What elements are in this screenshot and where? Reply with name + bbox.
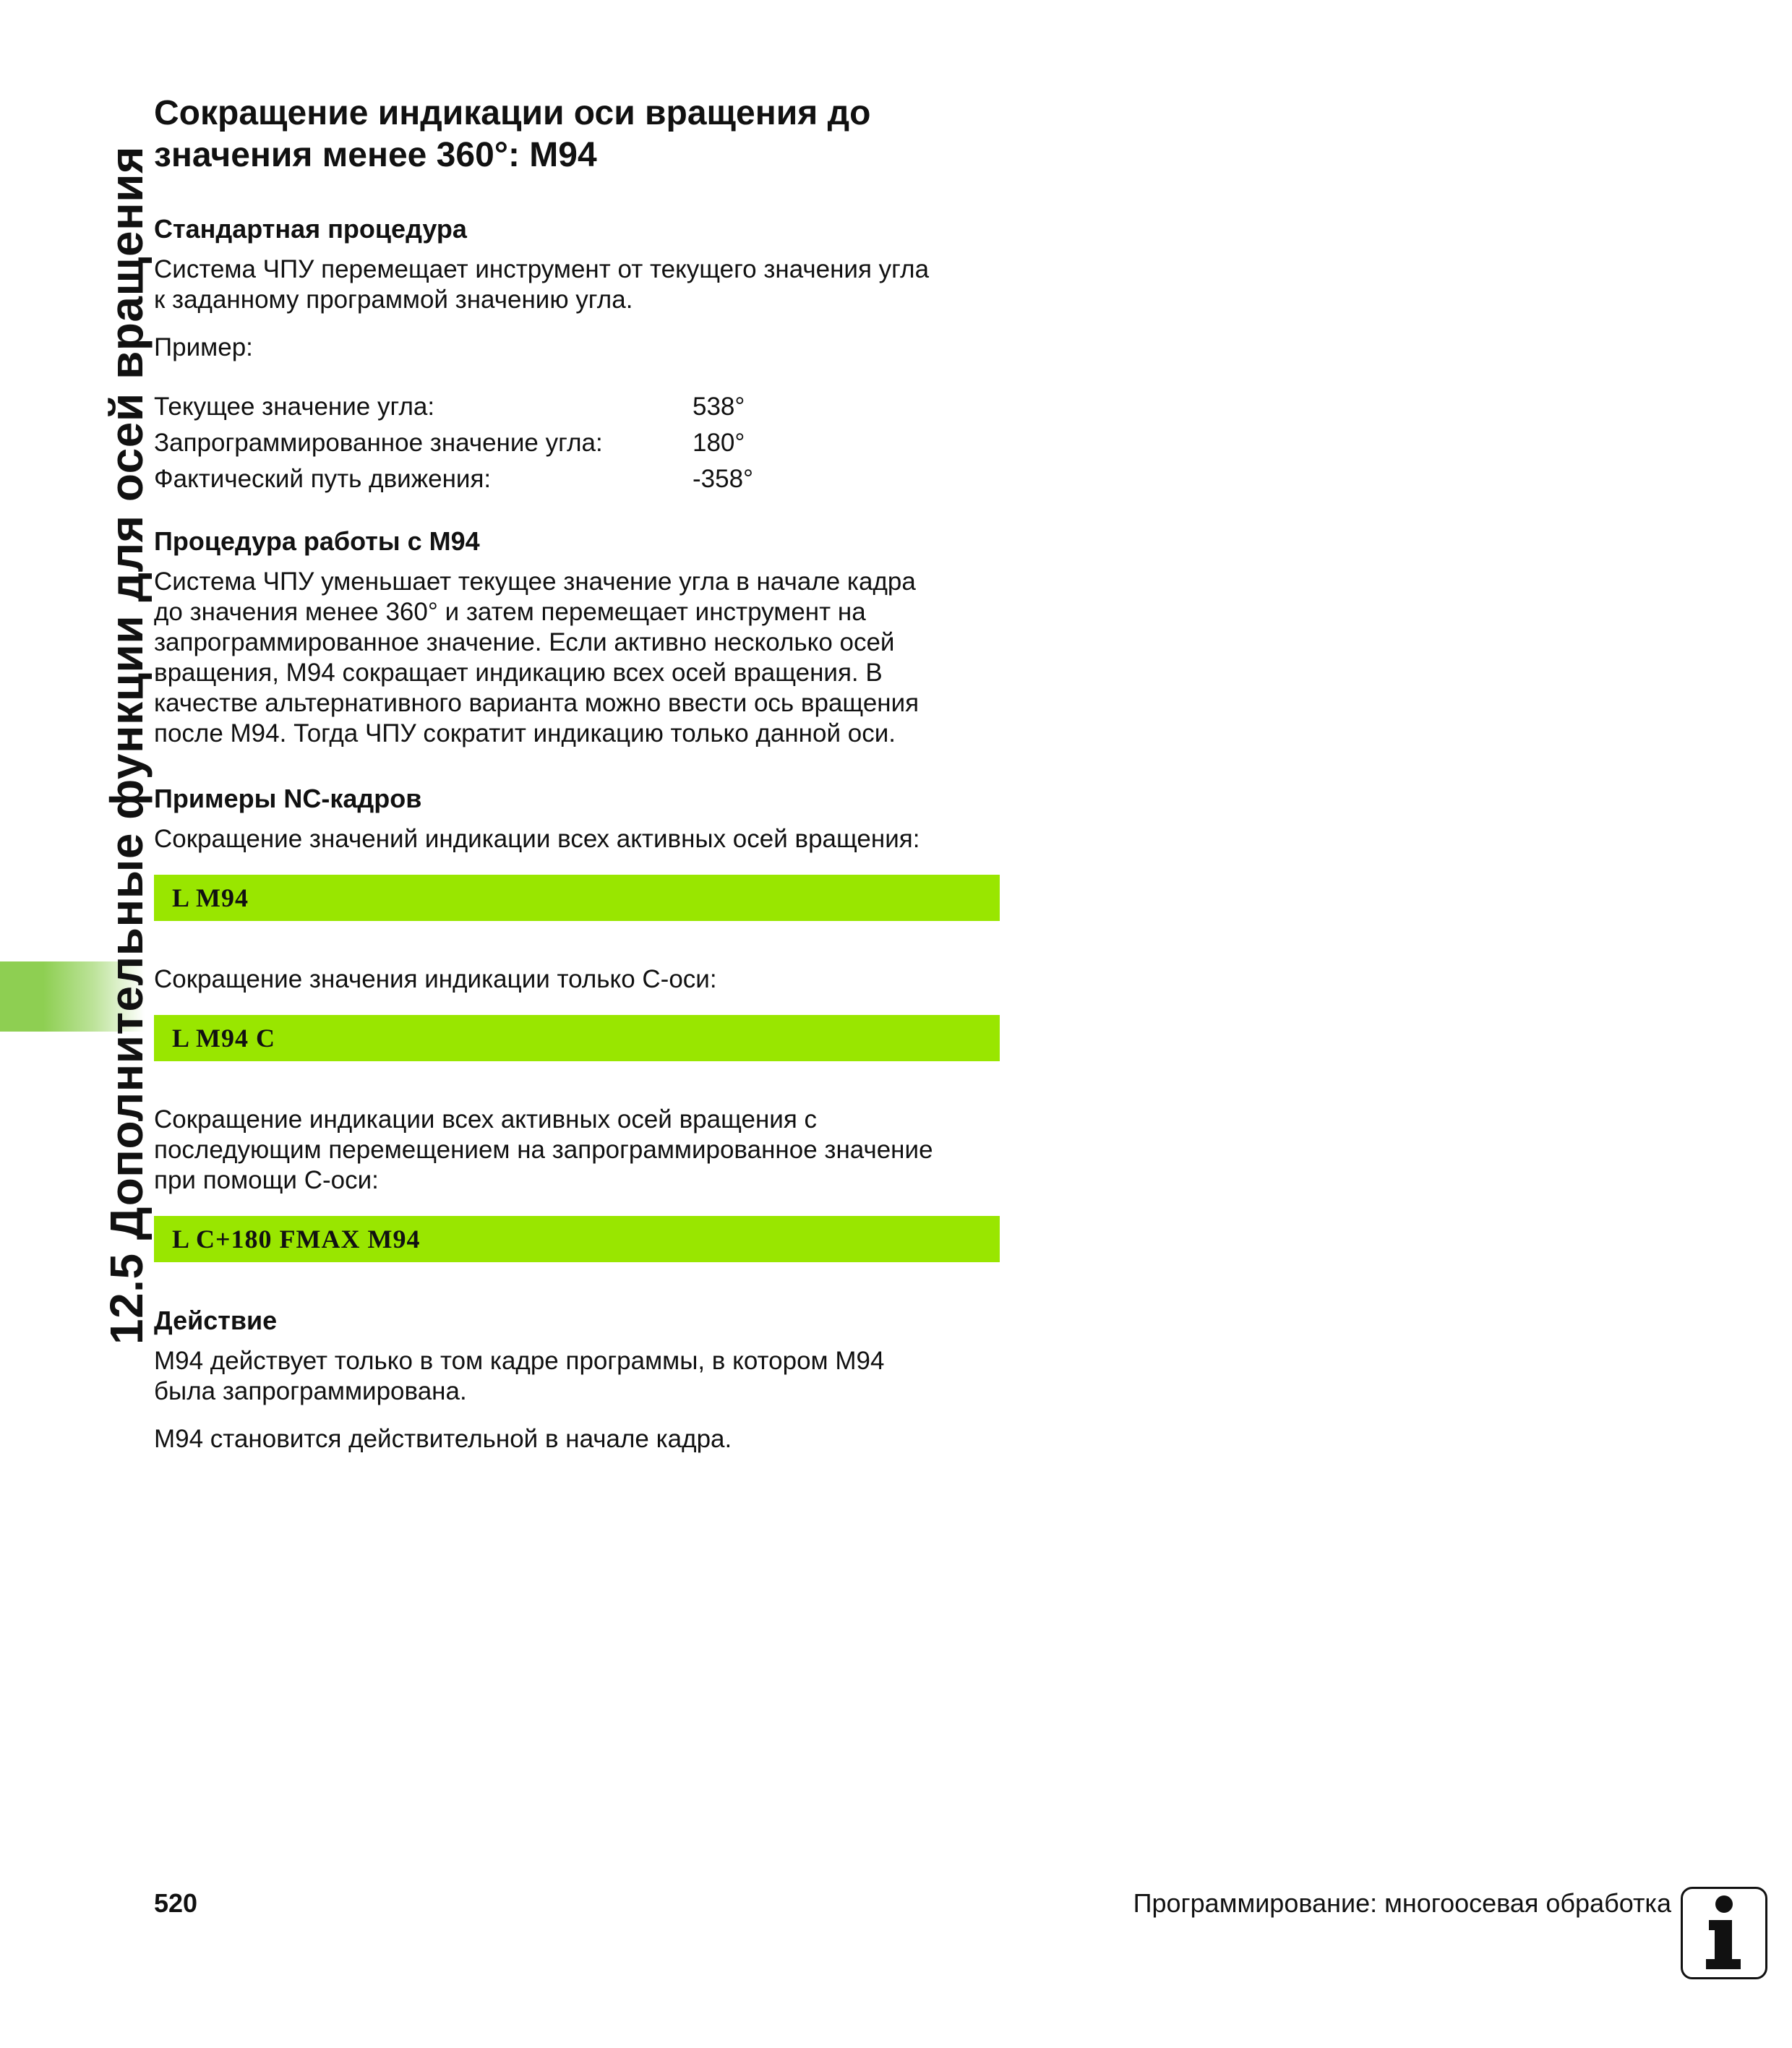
m94-procedure-line: до значения менее 360° и затем перемещает инструмент на: [154, 598, 866, 626]
example-row-value: -358°: [693, 465, 754, 493]
chapter-side-title: 12.5 Дополнительные функции для осей вращения: [100, 146, 153, 1345]
example-row: [154, 389, 1000, 425]
page-title: [154, 93, 1000, 176]
m94-procedure-line: вращения, M94 сокращает индикацию всех осей вращения. В: [154, 659, 883, 687]
action-text-line2: была запрограммирована.: [154, 1377, 467, 1405]
nc-code-block-1: L M94: [154, 875, 1000, 921]
standard-text-line2: к заданному программой значению угла.: [154, 286, 633, 314]
page-title-line2: значения менее 360°: M94: [154, 136, 597, 174]
section-title-nc-examples: Примеры NC-кадров: [154, 784, 422, 813]
example-row-label: Запрограммированное значение угла:: [154, 429, 603, 457]
page-number: 520: [154, 1888, 198, 1918]
nc-code-block-2: L M94 C: [154, 1015, 1000, 1061]
example-row-value: 180°: [693, 429, 745, 457]
action-text-line1: M94 действует только в том кадре программы, в котором M94: [154, 1347, 885, 1375]
info-glyph: [1699, 1895, 1749, 1971]
m94-procedure-line: Система ЧПУ уменьшает текущее значение угла в начале кадра: [154, 567, 916, 596]
info-icon: [1681, 1887, 1767, 1979]
section-title-standard: Стандартная процедура: [154, 214, 467, 244]
example-row-value: 538°: [693, 393, 745, 421]
standard-text: [154, 254, 1000, 315]
action-note: M94 становится действительной в начале кадра.: [154, 1425, 732, 1453]
nc-example-3-line: при помощи C-оси:: [154, 1166, 379, 1194]
nc-example-3-line: последующим перемещением на запрограммированное значение: [154, 1136, 933, 1164]
m94-procedure-line: запрограммированное значение. Если активно несколько осей: [154, 628, 895, 656]
example-row-label: Фактический путь движения:: [154, 465, 492, 493]
nc-example-3-text: [154, 1105, 1000, 1196]
example-table: [154, 389, 1000, 497]
example-row: [154, 425, 1000, 461]
example-row-label: Текущее значение угла:: [154, 393, 435, 421]
example-label: Пример:: [154, 333, 253, 361]
m94-procedure-text: [154, 567, 1000, 749]
section-title-action: Действие: [154, 1306, 278, 1335]
action-text: [154, 1346, 1000, 1407]
section-title-m94-procedure: Процедура работы с M94: [154, 526, 480, 556]
nc-example-3-line: Сокращение индикации всех активных осей вращения с: [154, 1105, 818, 1134]
nc-example-1-text: Сокращение значений индикации всех активных осей вращения:: [154, 825, 920, 853]
m94-procedure-line: качестве альтернативного варианта можно ввести ось вращения: [154, 689, 919, 717]
example-row: [154, 461, 1000, 497]
standard-text-line1: Система ЧПУ перемещает инструмент от текущего значения угла: [154, 255, 930, 283]
footer-chapter-title: Программирование: многоосевая обработка: [1133, 1888, 1671, 1918]
m94-procedure-line: после M94. Тогда ЧПУ сократит индикацию только данной оси.: [154, 719, 896, 747]
nc-example-2-text: Сокращение значения индикации только C-оси:: [154, 965, 717, 993]
nc-code-block-3: L C+180 FMAX M94: [154, 1216, 1000, 1262]
page-title-line1: Сокращение индикации оси вращения до: [154, 94, 871, 132]
page-content: [154, 93, 1000, 1472]
